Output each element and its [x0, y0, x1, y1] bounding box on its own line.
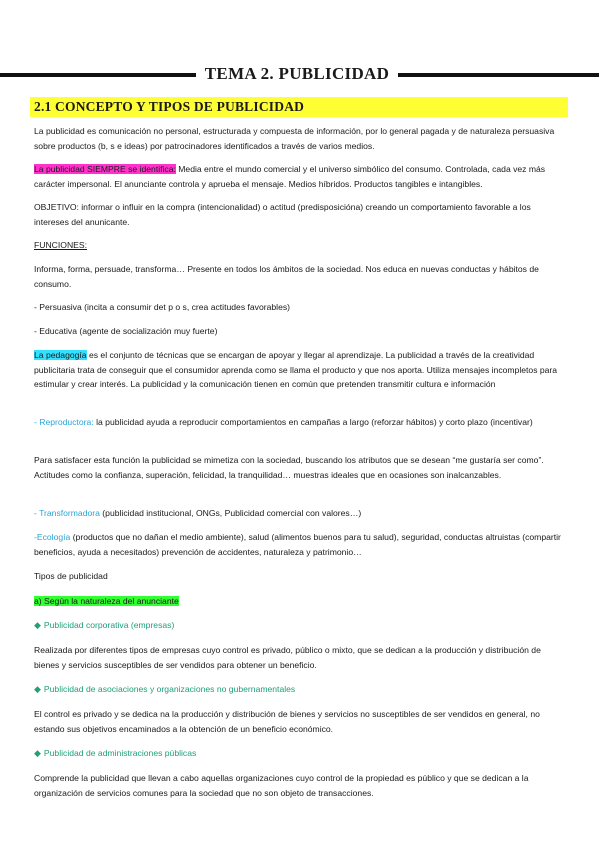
subheading-asociaciones-text: Publicidad de asociaciones y organizaciones no gubernamentales — [43, 684, 296, 694]
page-title: TEMA 2. PUBLICIDAD — [204, 64, 390, 83]
diamond-icon: ◆ — [34, 620, 41, 630]
item-educativa: - Educativa (agente de socialización muy fuerte) — [34, 326, 218, 336]
subheading-corporativa-text: Publicidad corporativa (empresas) — [43, 620, 175, 630]
highlight-identifica: La publicidad SIEMPRE se identifica: — [34, 164, 176, 174]
paragraph-ecologia-text: (productos que no dañan el medio ambiente), salud (alimentos buenos para tu salud), seguridad, conductas altruistas (compartir beneficios, ayuda a necesitados) prevención de accidentes, naturaleza y patrimonio… — [34, 532, 561, 557]
subheading-asociaciones — [34, 682, 568, 697]
title-bar-left — [0, 73, 196, 77]
diamond-icon: ◆ — [34, 684, 41, 694]
tipos-label: Tipos de publicidad — [34, 571, 108, 581]
paragraph-corporativa: Realizada por diferentes tipos de empresas cuyo control es privado, público o mixto, que se dedican a la producción y distribución de bienes y servicios susceptibles de ser vendidos para obtener un beneficio. — [34, 645, 541, 670]
label-reproductora: - Reproductora: — [34, 417, 94, 427]
subheading-corporativa — [34, 618, 568, 633]
paragraph-funciones: Informa, forma, persuade, transforma… Presente en todos los ámbitos de la sociedad. Nos educa en nuevas conductas y hábitos de consumo. — [34, 264, 539, 289]
paragraph-ecologia — [34, 530, 568, 559]
paragraph-identifica-text: Media entre el mundo comercial y el universo simbólico del consumo. Controlada, cada vez más carácter impersonal. El anunciante controla y aprueba el mensaje. Medios híbridos. Productos tangibles e intangibles. — [34, 164, 546, 189]
paragraph-identifica — [34, 162, 568, 191]
funciones-label: FUNCIONES: — [34, 240, 87, 250]
paragraph-administraciones: Comprende la publicidad que llevan a cabo aquellas organizaciones cuyo control de la propiedad es público y que se dedican a la organización de servicios comunes para la sociedad que no son objeto de transacciones. — [34, 773, 529, 798]
paragraph-pedagogia-text: es el conjunto de técnicas que se encargan de apoyar y llegar al aprendizaje. La publicidad a través de la creatividad publicitaria trata de conseguir que el consumidor aprenda como se llama el producto y que nos aporta. Utiliza mensajes incompletos para estimular y crear interés. La publicidad y la comunicación tienen en común que pretenden transmitir cultura e información — [34, 350, 558, 389]
subheading-administraciones — [34, 746, 568, 761]
paragraph-mimetiza: Para satisfacer esta función la publicidad se mimetiza con la sociedad, buscando los atributos que se desean “me gustaría ser como”. Actitudes como la confianza, superación, felicidad, la tranquilidad… muestras ideales que en ocasiones son inalcanzables. — [34, 455, 544, 480]
item-persuasiva: - Persuasiva (incita a consumir det p o s, crea actitudes favorables) — [34, 302, 291, 312]
label-transformadora: - Transformadora — [34, 508, 100, 518]
paragraph-reproductora — [34, 415, 568, 430]
paragraph-transformadora-text: (publicidad institucional, ONGs, Publicidad comercial con valores…) — [99, 508, 362, 518]
tipos-a-line — [34, 594, 568, 609]
highlight-pedagogia: La pedagogía — [34, 350, 87, 360]
paragraph-asociaciones: El control es privado y se dedica na la producción y distribución de bienes y servicios no susceptibles de ser vendidos en general, no estando sus objetivos encaminados a la obtención de un beneficio económico. — [34, 709, 540, 734]
paragraph-objetivo: OBJETIVO: informar o influir en la compra (intencionalidad) o actitud (predisposiciónа) creando un comportamiento favorable a los intereses del anunicante. — [34, 202, 531, 227]
subheading-administraciones-text: Publicidad de administraciones públicas — [43, 748, 197, 758]
title-row — [0, 64, 599, 86]
section-heading: 2.1 CONCEPTO Y TIPOS DE PUBLICIDAD — [30, 97, 568, 117]
title-bar-right — [398, 73, 599, 77]
paragraph-transformadora — [34, 506, 568, 521]
highlight-tipos-a: a) Según la naturaleza del anunciante — [34, 596, 179, 606]
paragraph-reproductora-text: la publicidad ayuda a reproducir comportamientos en campañas a largo (reforzar hábitos) y corto plazo (incentivar) — [93, 417, 533, 427]
diamond-icon: ◆ — [34, 748, 41, 758]
label-ecologia: -Ecología — [34, 532, 71, 542]
paragraph-definition: La publicidad es comunicación no personal, estructurada y compuesta de información, por lo general pagada y de naturaleza persuasiva sobre productos (b, s e ideas) por patrocinadores identificados a través de varios medios. — [34, 126, 555, 151]
paragraph-pedagogia — [34, 348, 568, 392]
